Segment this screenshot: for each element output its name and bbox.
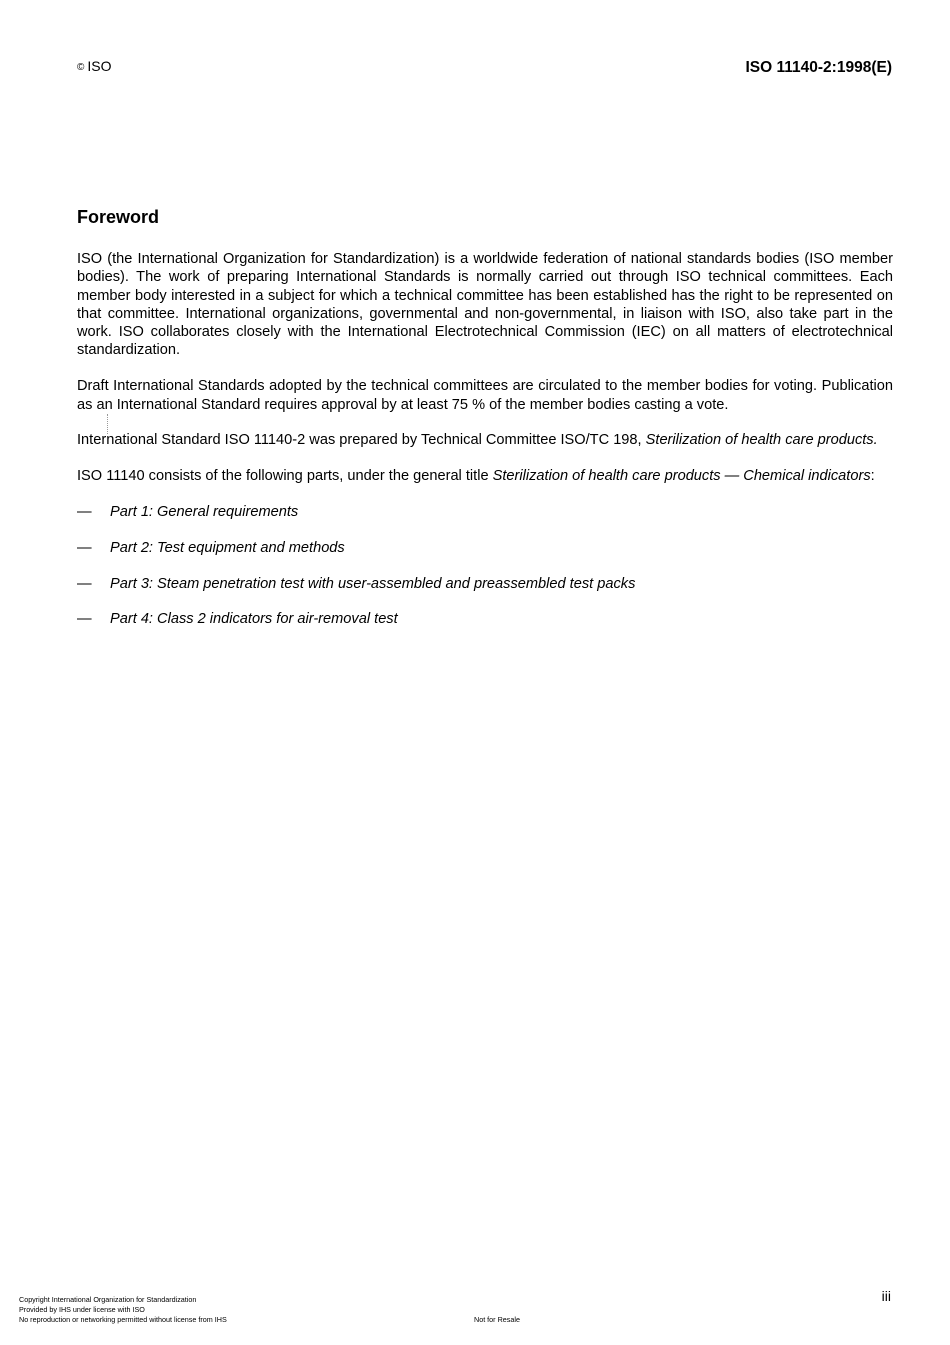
part-label: Part 3: Steam penetration test with user-assembled and preassembled test packs bbox=[110, 575, 636, 592]
prepared-by-text: International Standard ISO 11140-2 was prepared by Technical Committee ISO/TC 198, bbox=[77, 432, 646, 449]
foreword-body bbox=[77, 250, 893, 646]
parts-intro-text: ISO 11140 consists of the following parts, under the general title bbox=[77, 468, 493, 485]
not-for-resale-notice: Not for Resale bbox=[474, 1315, 520, 1324]
license-footer bbox=[19, 1295, 227, 1324]
list-item bbox=[77, 610, 893, 628]
part-label: Part 2: Test equipment and methods bbox=[110, 539, 345, 556]
copyright-header bbox=[77, 58, 112, 74]
part-label: Part 4: Class 2 indicators for air-removal test bbox=[110, 611, 398, 628]
publisher-name: ISO bbox=[87, 58, 112, 74]
footer-copyright-line: Copyright International Organization for Standardization bbox=[19, 1295, 197, 1304]
dash-marker: — bbox=[77, 611, 92, 628]
footer-provider-line: Provided by IHS under license with ISO bbox=[19, 1304, 145, 1314]
parts-list bbox=[77, 503, 893, 629]
dash-marker: — bbox=[77, 503, 92, 520]
list-item bbox=[77, 503, 893, 521]
paragraph-parts-intro bbox=[77, 467, 893, 485]
dash-marker: — bbox=[77, 539, 92, 556]
parts-intro-end: : bbox=[870, 468, 875, 485]
page-number: iii bbox=[881, 1288, 891, 1304]
page-title: Foreword bbox=[77, 207, 160, 227]
dash-marker: — bbox=[77, 575, 92, 592]
document-id: ISO 11140-2:1998(E) bbox=[745, 59, 892, 76]
paragraph-iso-intro: ISO (the International Organization for Standardization) is a worldwide federation of national standards bodies (ISO member bodies). The work of preparing International Standards is normally carried out through ISO technical committees. Each member body interested in a subject for which a technical committee has been established has the right to be represented on that committee. International organizations, governmental and non-governmental, in liaison with ISO, also take part in the work. ISO collaborates closely with the International Electrotechnical Commission (IEC) on all matters of electrotechnical standardization. bbox=[77, 251, 893, 359]
list-item bbox=[77, 539, 893, 557]
paragraph-draft-standards: Draft International Standards adopted by the technical committees are circulated to the member bodies for voting. Publication as an International Standard requires approval by at least 75 % of the member bodies casting a vote. bbox=[77, 378, 893, 413]
paragraph-prepared-by bbox=[77, 431, 893, 449]
general-title: Sterilization of health care products — Chemical indicators bbox=[492, 468, 871, 485]
copyright-symbol: © bbox=[77, 62, 85, 73]
committee-title: Sterilization of health care products. bbox=[645, 432, 878, 449]
list-item bbox=[77, 575, 893, 593]
footer-reproduction-line: No reproduction or networking permitted without license from IHS bbox=[19, 1314, 227, 1324]
part-label: Part 1: General requirements bbox=[110, 503, 299, 520]
